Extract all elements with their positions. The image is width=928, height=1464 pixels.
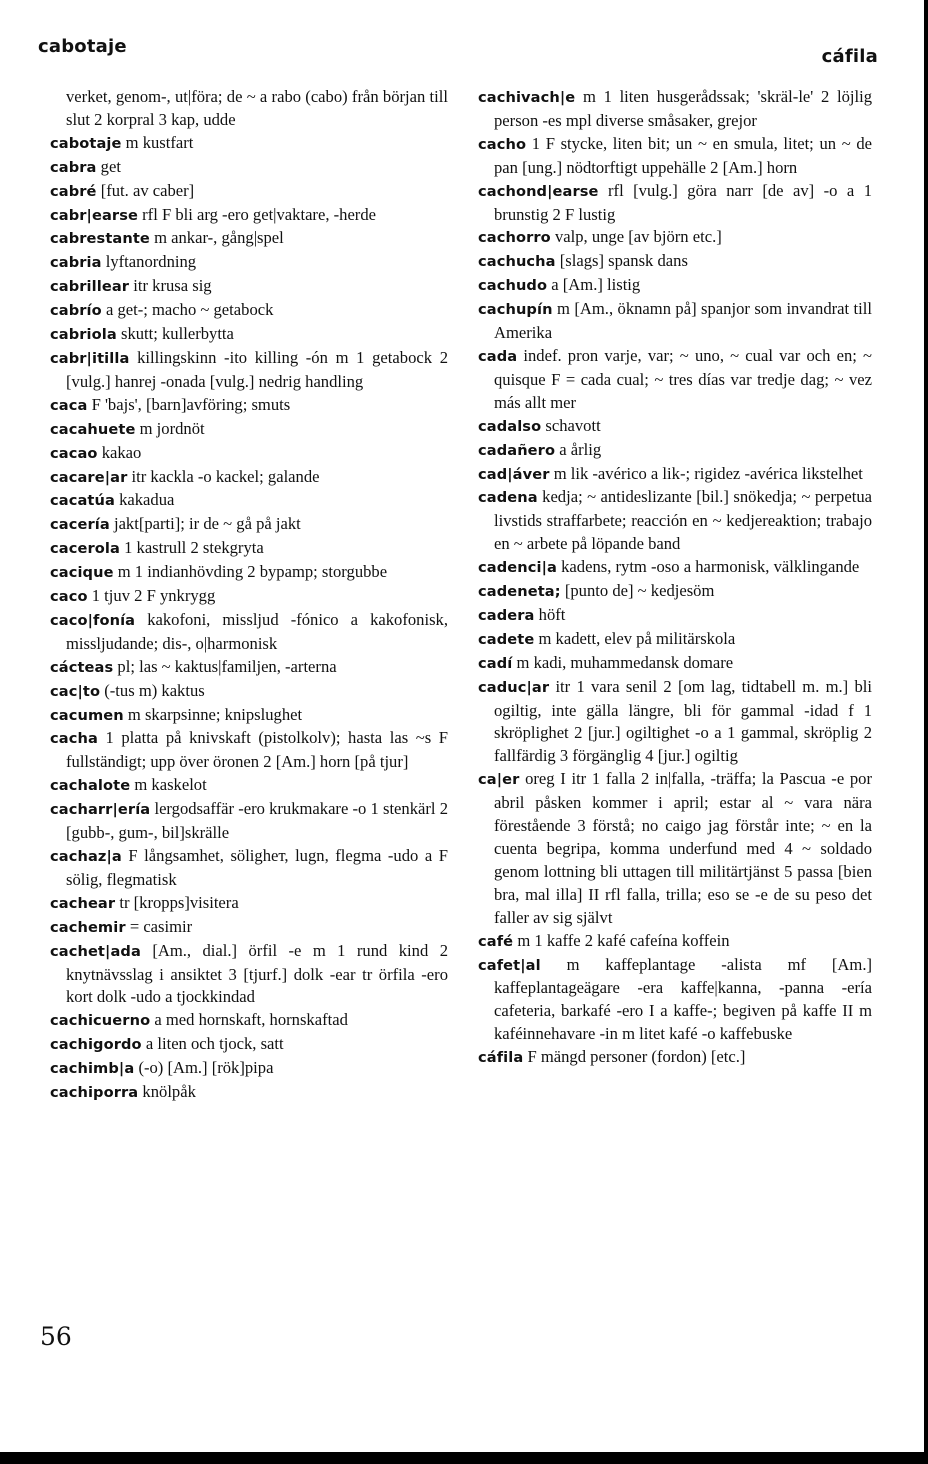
entry-headword: cadera [478, 606, 535, 624]
entry-definition: m 1 liten husgerådssak; 'skräl-le' 2 löjlig person -es mpl diverse småsaker, grejor [494, 87, 872, 130]
dictionary-entry [478, 604, 872, 628]
entry-headword: cadañero [478, 441, 556, 459]
entry-headword: cachivach|e [478, 89, 576, 106]
dictionary-entry [478, 1046, 872, 1070]
dictionary-entry [50, 180, 448, 204]
scan-edge-bottom [0, 1452, 928, 1464]
entry-definition: kedja; ~ antideslizante [bil.] snökedja; ~ perpetua livstids straffarbete; reacción en ~ kedjereaktion; trabajo en ~ arbete på löpande band [494, 487, 872, 554]
dictionary-entry [50, 156, 448, 180]
entry-definition: kakofoni, missljud -fónico a kakofonisk, missljudande; dis-, o|harmonisk [66, 609, 448, 653]
entry-headword: cachicuerno [50, 1012, 151, 1030]
dictionary-entry [50, 727, 448, 774]
entry-definition: (-tus m) kaktus [104, 680, 205, 700]
guide-word-right: cáfila [821, 46, 878, 67]
dictionary-entry [50, 227, 448, 251]
entry-headword: cadí [478, 654, 513, 672]
dictionary-entry [50, 1033, 448, 1057]
entry-headword: cabriola [50, 326, 117, 344]
entry-definition: [Am., dial.] örfil -e m 1 rund kind 2 knytnävsslag i ansiktet 3 [tjurf.] dolk -ear tr örfila -ero kort dolk -udo a tjockkindad [66, 940, 448, 1007]
entry-headword: caca [50, 396, 88, 414]
entry-definition: F långsamhet, söligheт, lugn, flegma -udo a F sölig, flegmatisk [66, 846, 448, 889]
page-number: 56 [40, 1322, 72, 1351]
dictionary-entry [478, 345, 872, 415]
entry-definition: m lik -avérico a lik-; rigidez -avérica likstelhet [553, 463, 863, 483]
dictionary-entry [50, 442, 448, 466]
entry-headword: cacho [478, 135, 527, 153]
dictionary-entry [50, 537, 448, 561]
entry-definition: kadens, rytm -oso a harmonisk, välklingande [561, 557, 860, 577]
entry-headword: cabrío [50, 302, 102, 320]
entry-headword: cabr|earse [50, 206, 138, 224]
entry-definition: m ankar-, gång|spel [154, 228, 284, 248]
dictionary-entry [50, 774, 448, 798]
dictionary-entry [50, 394, 448, 418]
dictionary-entry [50, 347, 448, 394]
entry-headword: cachimb|a [50, 1060, 135, 1078]
entry-headword: cachear [50, 894, 116, 912]
dictionary-entry [50, 1009, 448, 1033]
entry-definition: oreg I itr 1 falla 2 in|falla, -träffa; la Pascua -e por abril påsken kommer i april; estar al ~ vara nära förestående 3 förstå; no caigo jag förstår inte; ~ en la cuenta begripa, komma underfund med 4 ~ soldado genom lottning bli uttagen till militärtjänst 5 passa [bien bra, mal illa] II rfl falla, trilla; eso se -e de su peso det faller av sig självt [494, 769, 872, 927]
dictionary-entry [478, 298, 872, 345]
entry-headword: caduc|ar [478, 678, 550, 696]
entry-definition: itr 1 vara senil 2 [om lag, tidtabell m. m.] bli ogiltig, inte gälla längre, bli för gammal -idad f 1 skröplighet 2 [jur.] ogiltighet -o a 1 gammal, skröplig 2 fallfärdig 3 förgänglig 4 [jur.] ogiltig [494, 676, 872, 766]
entry-headword: cachond|earse [478, 182, 599, 200]
entry-headword: cac|to [50, 682, 101, 700]
dictionary-entry [50, 1057, 448, 1081]
dictionary-entry [478, 439, 872, 463]
dictionary-entry [50, 1081, 448, 1105]
entry-definition: jakt[parti]; ir de ~ gå på jakt [113, 514, 301, 534]
entry-definition: a [Am.] listig [551, 275, 641, 295]
entry-definition: = casimir [129, 916, 193, 936]
entry-headword: cácteas [50, 658, 114, 676]
dictionary-entry [50, 323, 448, 347]
entry-definition: 1 tjuv 2 F ynkrygg [91, 586, 216, 606]
entry-headword: cachaz|a [50, 848, 122, 865]
entry-headword: cada [478, 347, 518, 365]
dictionary-entry [478, 180, 872, 227]
entry-definition: m 1 kaffe 2 kafé cafeína koffein [517, 930, 730, 950]
left-column [50, 86, 448, 1105]
dictionary-entry [50, 251, 448, 275]
entry-definition: m kadi, muhammedansk domare [516, 652, 734, 672]
entry-definition: get [100, 156, 121, 176]
dictionary-entry [50, 585, 448, 609]
dictionary-entry [50, 513, 448, 537]
entry-headword: cachigordo [50, 1036, 142, 1054]
dictionary-entry [50, 418, 448, 442]
entry-headword: cadenci|a [478, 559, 557, 577]
entry-definition: itr krusa sig [133, 276, 212, 296]
dictionary-entry [478, 954, 872, 1047]
entry-headword: cadeneta; [478, 583, 561, 601]
dictionary-entry [50, 845, 448, 892]
entry-headword: caco [50, 588, 88, 606]
dictionary-entry [50, 204, 448, 228]
dictionary-entry [50, 561, 448, 585]
entry-headword: cabria [50, 254, 102, 272]
entry-definition: 1 platta på knivskaft (pistolkolv); hasta las ~s F fullständigt; upp över öronen 2 [Am.] horn [på tjur] [66, 728, 448, 772]
entry-definition: a liten och tjock, satt [145, 1034, 284, 1054]
entry-headword: cacatúa [50, 492, 115, 510]
entry-definition: knölpåk [142, 1082, 196, 1102]
entry-definition: höft [538, 604, 566, 624]
dictionary-entry [50, 86, 448, 132]
dictionary-entry [478, 133, 872, 180]
entry-definition: [fut. av caber] [100, 180, 195, 200]
entry-headword: cachupín [478, 301, 553, 319]
entry-definition: kakadua [119, 490, 175, 510]
entry-headword: cachorro [478, 229, 551, 247]
dictionary-entry [478, 676, 872, 769]
dictionary-entry [50, 704, 448, 728]
dictionary-entry [478, 486, 872, 556]
entry-definition: a årlig [559, 439, 602, 459]
dictionary-entry [478, 86, 872, 133]
entry-definition: 1 F stycke, liten bit; un ~ en smula, litet; un ~ de pan [ung.] nödtorftigt uppehälle 2 [Am.] horn [494, 133, 873, 177]
entry-headword: cabra [50, 158, 97, 176]
entry-definition: m skarpsinne; knipslughet [127, 704, 303, 724]
dictionary-entry [50, 916, 448, 940]
entry-headword: cabotaje [50, 134, 122, 152]
entry-definition: rfl [vulg.] göra narr [de av] -o a 1 brunstig 2 F lustig [494, 180, 872, 224]
entry-definition: [punto de] ~ kedjesöm [564, 581, 715, 601]
entry-headword: cachiporra [50, 1084, 139, 1102]
entry-definition: tr [kropps]visitera [119, 892, 239, 912]
entry-headword: cacique [50, 564, 114, 582]
entry-definition: [slags] spansk dans [559, 251, 688, 271]
dictionary-entry [50, 609, 448, 656]
entry-headword: cacahuete [50, 420, 136, 438]
entry-headword: cabré [50, 182, 97, 200]
entry-definition: m kadett, elev på militärskola [538, 628, 736, 648]
entry-definition: itr kackla -o kackel; galande [131, 466, 320, 486]
entry-headword: cachudo [478, 277, 548, 295]
right-column [478, 86, 872, 1070]
dictionary-entry [478, 463, 872, 487]
entry-definition: schavott [545, 415, 601, 435]
entry-headword: cachet|ada [50, 942, 141, 960]
dictionary-entry [478, 556, 872, 580]
dictionary-entry [478, 226, 872, 250]
entry-headword: cabrestante [50, 230, 150, 248]
entry-headword: cabr|itilla [50, 349, 130, 367]
dictionary-entry [50, 466, 448, 490]
dictionary-entry [478, 930, 872, 954]
dictionary-entry [478, 628, 872, 652]
entry-definition: m kaskelot [134, 775, 207, 795]
entry-headword: cafet|al [478, 956, 541, 974]
entry-headword: cáfila [478, 1049, 524, 1067]
entry-definition: m kaffeplantage -alista mf [Am.] kaffeplantageägare -era kaffe|kanna, -panna -ería cafeteria, barkafé -ero I a kaffe-; begiven på kaffe II m kaféinnehavare -in m litet kafé -o kaffebuske [494, 954, 872, 1044]
entry-definition: lergodsaffär -ero krukmakare -o 1 stenkärl 2 [gubb-, gum-, bil]skrälle [66, 799, 448, 843]
dictionary-entry [50, 940, 448, 1010]
dictionary-entry [50, 656, 448, 680]
entry-definition: m 1 indianhövding 2 bypamp; storgubbe [117, 562, 388, 582]
entry-definition: killingskinn -ito killing -ón m 1 getabock 2 [vulg.] hanrej -onada [vulg.] nedrig handling [66, 347, 449, 391]
dictionary-entry [478, 274, 872, 298]
entry-definition: (-o) [Am.] [rök]pipa [138, 1058, 274, 1078]
entry-headword: cachucha [478, 253, 556, 271]
entry-definition: valp, unge [av björn etc.] [554, 227, 722, 247]
entry-headword: cadete [478, 630, 535, 648]
dictionary-entry [50, 489, 448, 513]
entry-headword: cacerola [50, 540, 120, 558]
entry-headword: cachalote [50, 777, 131, 795]
entry-headword: ca|er [478, 771, 520, 789]
guide-word-left: cabotaje [38, 36, 127, 57]
dictionary-entry [478, 768, 872, 929]
entry-headword: cacumen [50, 706, 124, 724]
entry-definition: verket, genom-, ut|föra; de ~ a rabo (cabo) från början till slut 2 korpral 3 kap, udde [66, 87, 448, 129]
entry-headword: cad|áver [478, 465, 550, 483]
entry-headword: cacha [50, 730, 98, 748]
entry-definition: F mängd personer (fordon) [etc.] [527, 1047, 746, 1067]
dictionary-entry [50, 798, 448, 845]
entry-definition: a med hornskaft, hornskaftad [154, 1010, 348, 1030]
entry-headword: cadena [478, 489, 538, 507]
entry-headword: café [478, 932, 514, 950]
entry-headword: cacharr|ería [50, 801, 151, 819]
entry-definition: m [Am., öknamn på] spanjor som invandrat till Amerika [494, 299, 872, 343]
dictionary-entry [478, 250, 872, 274]
entry-headword: cachemir [50, 918, 126, 936]
entry-definition: indef. pron varje, var; ~ uno, ~ cual var och en; ~ quisque F = cada cual; ~ tres días var tredje dag; ~ vez más allt mer [494, 345, 872, 412]
entry-headword: cacare|ar [50, 468, 128, 486]
scan-edge-right [924, 0, 928, 1452]
entry-headword: cadalso [478, 417, 542, 435]
entry-headword: cabrillear [50, 278, 130, 296]
entry-definition: F 'bajs', [barn]avföring; smuts [91, 394, 291, 414]
dictionary-entry [50, 132, 448, 156]
entry-definition: m kustfart [125, 132, 194, 152]
entry-headword: cacería [50, 516, 110, 534]
entry-definition: skutt; kullerbytta [120, 324, 234, 344]
dictionary-entry [50, 680, 448, 704]
dictionary-entry [50, 892, 448, 916]
dictionary-entry [478, 415, 872, 439]
entry-headword: cacao [50, 444, 98, 462]
dictionary-entry [478, 652, 872, 676]
entry-definition: pl; las ~ kaktus|familjen, -arterna [117, 656, 337, 676]
entry-definition: 1 kastrull 2 stekgryta [124, 538, 264, 558]
entry-definition: a get-; macho ~ getabock [105, 300, 274, 320]
entry-definition: lyftanordning [105, 252, 197, 272]
entry-headword: caco|fonía [50, 611, 136, 629]
entry-definition: kakao [101, 442, 142, 462]
dictionary-entry [478, 580, 872, 604]
entry-definition: rfl F bli arg -ero get|vaktare, -herde [142, 204, 376, 224]
entry-definition: m jordnöt [139, 418, 205, 438]
dictionary-entry [50, 299, 448, 323]
dictionary-entry [50, 275, 448, 299]
